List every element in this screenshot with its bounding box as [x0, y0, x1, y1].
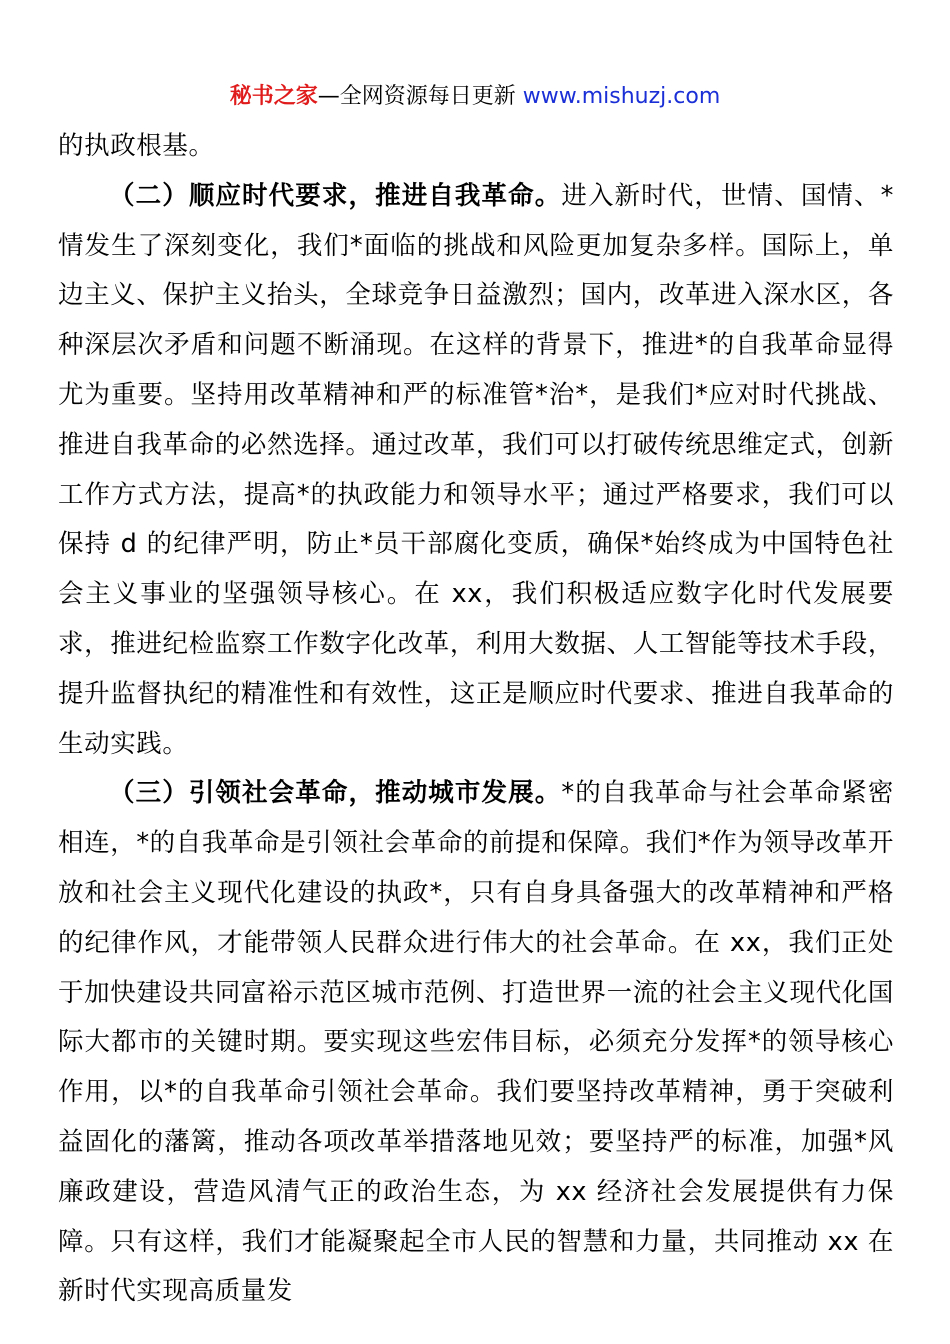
site-header [0, 80, 950, 114]
continuation-paragraph: 的执政根基。 [58, 131, 215, 161]
section-2-heading: （二）顺应时代要求，推进自我革命。 [109, 180, 562, 211]
section-3-heading: （三）引领社会革命，推动城市发展。 [109, 778, 562, 809]
section-3-text: *的自我革命与社会革命紧密相连，*的自我革命是引领社会革命的前提和保障。我们*作为领导改革开放和社会主义现代化建设的执政*，只有自身具备强大的改革精神和严格的纪律作风，才能带领人民群众进行伟大的社会革命。在 xx，我们正处于加快建设共同富裕示范区城市范例、打造世界一流的社会主义现代化国际大都市的关键时期。要实现这些宏伟目标，必须充分发挥*的领导核心作用，以*的自我革命引领社会革命。我们要坚持改革精神，勇于突破利益固化的藩篱，推动各项改革举措落地见效；要坚持严的标准，加强*风廉政建设，营造风清气正的政治生态，为 xx 经济社会发展提供有力保障。只有这样，我们才能凝聚起全市人民的智慧和力量，共同推动 xx 在新时代实现高质量发 [58, 778, 894, 1307]
header-separator: — [317, 84, 340, 109]
section-2-paragraph [58, 172, 894, 770]
site-url-link[interactable]: www.mishuzj.com [522, 84, 721, 109]
brand-name: 秘书之家 [229, 84, 318, 109]
header-tagline: 全网资源每日更新 [339, 84, 516, 109]
section-2-text: 进入新时代，世情、国情、*情发生了深刻变化，我们*面临的挑战和风险更加复杂多样。国际上，单边主义、保护主义抬头，全球竞争日益激烈；国内，改革进入深水区，各种深层次矛盾和问题不断涌现。在这样的背景下，推进*的自我革命显得尤为重要。坚持用改革精神和严的标准管*治*，是我们*应对时代挑战、推进自我革命的必然选择。通过改革，我们可以打破传统思维定式，创新工作方式方法，提高*的执政能力和领导水平；通过严格要求，我们可以保持 d 的纪律严明，防止*员干部腐化变质，确保*始终成为中国特色社会主义事业的坚强领导核心。在 xx，我们积极适应数字化时代发展要求，推进纪检监察工作数字化改革，利用大数据、人工智能等技术手段，提升监督执纪的精准性和有效性，这正是顺应时代要求、推进自我革命的生动实践。 [58, 180, 894, 759]
section-3-paragraph [58, 769, 894, 1317]
document-body [58, 122, 894, 1317]
